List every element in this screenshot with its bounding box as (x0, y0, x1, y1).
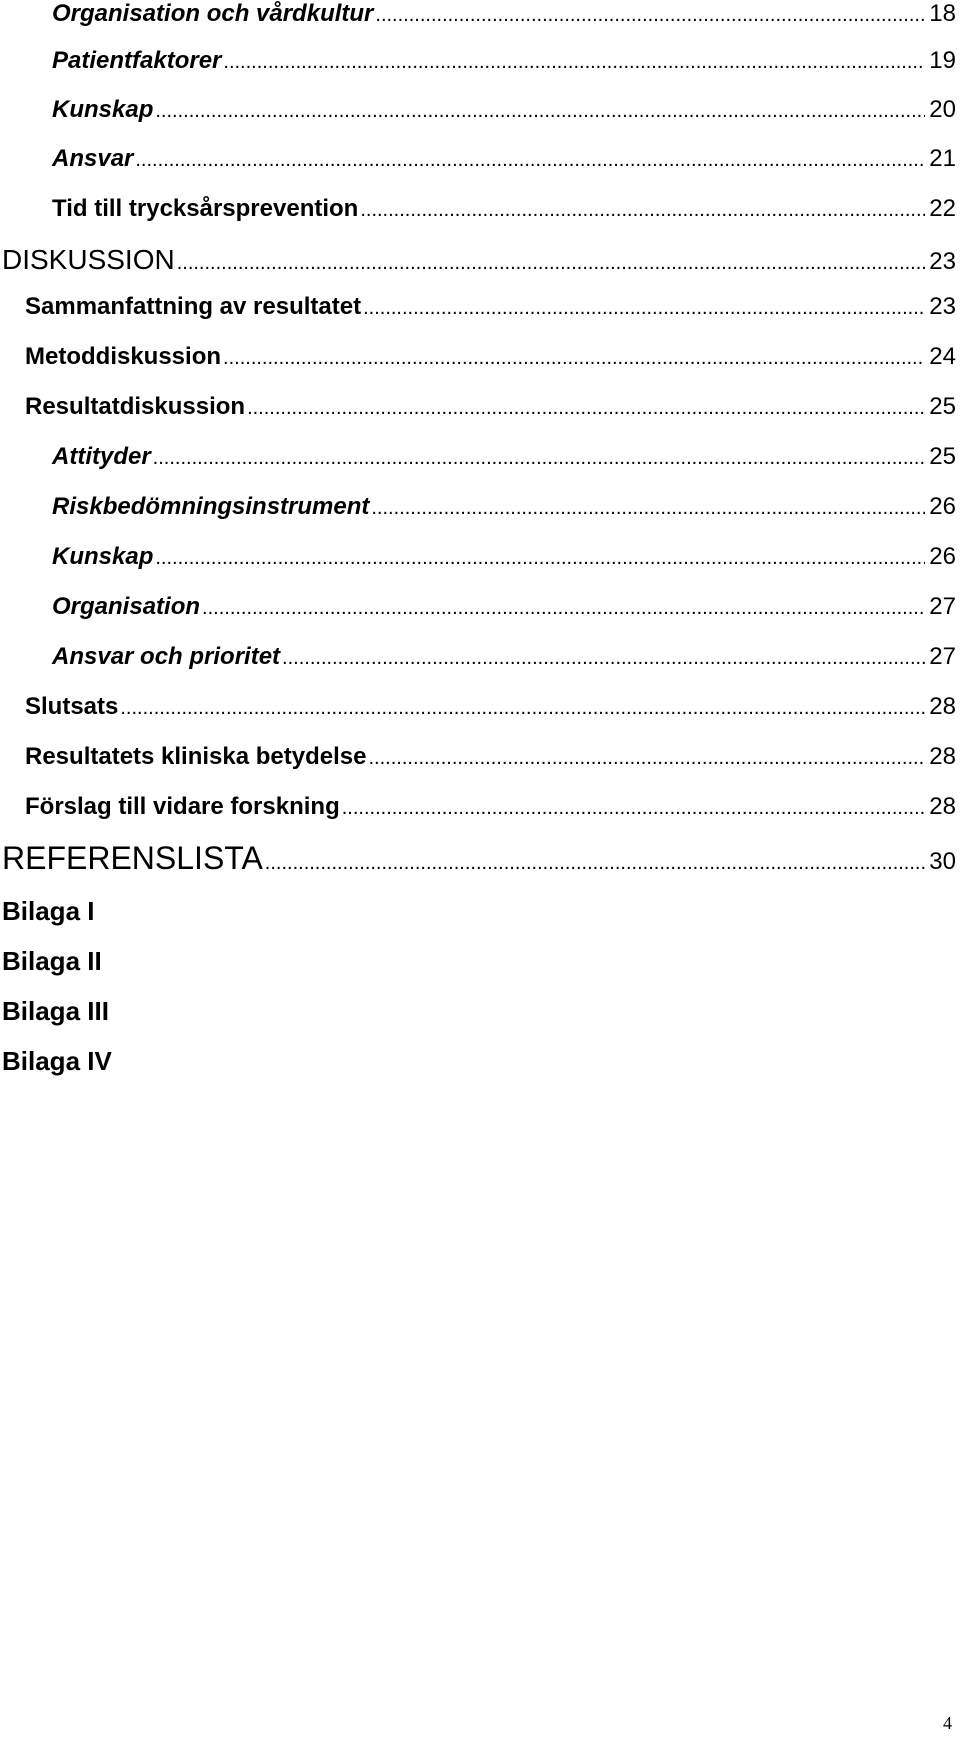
toc-entry[interactable] (52, 443, 956, 471)
toc-leader-dots (155, 547, 925, 570)
appendix-heading[interactable]: Bilaga II (2, 946, 102, 976)
toc-entry[interactable] (52, 643, 956, 671)
toc-entry-title: Slutsats (25, 693, 119, 720)
toc-leader-dots (342, 797, 926, 820)
toc-entry-page: 24 (929, 343, 956, 370)
toc-entry[interactable] (52, 145, 956, 173)
toc-entry[interactable] (52, 493, 956, 521)
toc-leader-dots (360, 199, 925, 222)
toc-entry-page: 28 (929, 793, 956, 820)
toc-entry[interactable] (52, 0, 956, 28)
toc-entry[interactable] (52, 96, 956, 124)
toc-entry-title: Riskbedömningsinstrument (52, 493, 370, 520)
toc-entry[interactable] (52, 47, 956, 75)
toc-entry[interactable] (25, 393, 956, 421)
toc-entry-title: Tid till trycksårsprevention (52, 195, 359, 222)
toc-entry[interactable] (2, 840, 956, 877)
toc-entry[interactable] (52, 543, 956, 571)
toc-leader-dots (265, 852, 926, 875)
toc-entry-title: Ansvar och prioritet (52, 643, 281, 670)
appendix-heading[interactable]: Bilaga IV (2, 1046, 112, 1076)
toc-entry-page: 27 (929, 593, 956, 620)
toc-leader-dots (177, 252, 926, 275)
toc-leader-dots (282, 647, 925, 670)
toc-entry-title: Kunskap (52, 96, 154, 123)
toc-entry-page: 28 (929, 693, 956, 720)
toc-entry-title: Organisation (52, 593, 201, 620)
toc-entry-title: Resultatdiskussion (25, 393, 246, 420)
toc-entry-page: 18 (929, 0, 956, 27)
toc-leader-dots (155, 100, 925, 123)
toc-entry[interactable] (52, 195, 956, 223)
toc-leader-dots (363, 297, 925, 320)
toc-entry-title: Ansvar (52, 145, 134, 172)
toc-entry-page: 25 (929, 443, 956, 470)
toc-entry-title: Metoddiskussion (25, 343, 222, 370)
toc-entry-page: 20 (929, 96, 956, 123)
toc-entry[interactable] (25, 293, 956, 321)
toc-entry-title: Kunskap (52, 543, 154, 570)
toc-entry[interactable] (25, 343, 956, 371)
toc-leader-dots (223, 51, 925, 74)
toc-entry-title: DISKUSSION (2, 244, 175, 275)
toc-leader-dots (247, 397, 925, 420)
toc-entry-page: 22 (929, 195, 956, 222)
toc-entry[interactable] (25, 743, 956, 771)
toc-entry-page: 27 (929, 643, 956, 670)
toc-entry[interactable] (25, 793, 956, 821)
toc-entry-title: Attityder (52, 443, 151, 470)
toc-entry-page: 26 (929, 493, 956, 520)
toc-entry-title: REFERENSLISTA (2, 840, 263, 876)
toc-leader-dots (153, 447, 926, 470)
toc-entry-title: Organisation och vårdkultur (52, 0, 374, 27)
toc-leader-dots (368, 747, 925, 770)
toc-leader-dots (120, 697, 925, 720)
toc-leader-dots (371, 497, 925, 520)
toc-entry-page: 23 (929, 248, 956, 275)
toc-entry[interactable] (52, 593, 956, 621)
toc-entry-page: 19 (929, 47, 956, 74)
toc-leader-dots (202, 597, 925, 620)
appendix-heading[interactable]: Bilaga III (2, 996, 109, 1026)
toc-entry-page: 23 (929, 293, 956, 320)
toc-entry-page: 26 (929, 543, 956, 570)
toc-leader-dots (223, 347, 925, 370)
toc-entry[interactable] (25, 693, 956, 721)
toc-entry-page: 30 (929, 848, 956, 875)
toc-entry[interactable] (2, 244, 956, 276)
toc-entry-title: Patientfaktorer (52, 47, 222, 74)
toc-leader-dots (135, 149, 925, 172)
toc-leader-dots (375, 4, 925, 27)
toc-entry-title: Resultatets kliniska betydelse (25, 743, 367, 770)
toc-entry-page: 25 (929, 393, 956, 420)
toc-entry-page: 28 (929, 743, 956, 770)
toc-entry-page: 21 (929, 145, 956, 172)
toc-entry-title: Sammanfattning av resultatet (25, 293, 362, 320)
appendix-heading[interactable]: Bilaga I (2, 896, 95, 926)
page-number: 4 (943, 1713, 952, 1733)
toc-entry-title: Förslag till vidare forskning (25, 793, 340, 820)
